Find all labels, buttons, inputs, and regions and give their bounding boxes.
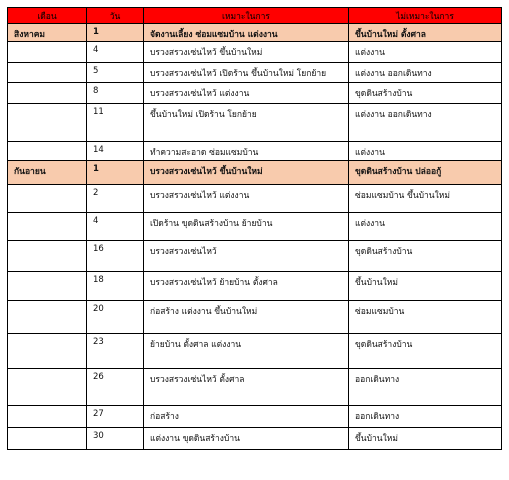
suitable-cell: บรวงสรวงเซ่นไหว้ เปิดร้าน ขึ้นบ้านใหม่ โยกย้าย <box>144 63 349 83</box>
month-cell <box>8 406 87 428</box>
table-row <box>8 42 502 63</box>
day-cell: 4 <box>87 213 144 241</box>
unsuitable-cell: ออกเดินทาง <box>349 406 502 428</box>
day-cell: 4 <box>87 42 144 63</box>
table-row <box>8 428 502 450</box>
suitable-cell: ก่อสร้าง แต่งงาน ขึ้นบ้านใหม่ <box>144 301 349 334</box>
day-cell: 18 <box>87 272 144 301</box>
day-cell: 23 <box>87 334 144 369</box>
table-row <box>8 83 502 104</box>
table-row <box>8 334 502 369</box>
month-cell <box>8 241 87 272</box>
day-cell: 20 <box>87 301 144 334</box>
table-row <box>8 63 502 83</box>
suitable-cell: ทำความสะอาด ซ่อมแซมบ้าน <box>144 142 349 161</box>
day-cell: 26 <box>87 369 144 406</box>
header-row <box>8 8 502 24</box>
day-cell: 16 <box>87 241 144 272</box>
unsuitable-cell: แต่งงาน <box>349 213 502 241</box>
table-row <box>8 272 502 301</box>
month-cell <box>8 185 87 213</box>
table-row <box>8 185 502 213</box>
unsuitable-cell: ขึ้นบ้านใหม่ <box>349 272 502 301</box>
day-cell: 8 <box>87 83 144 104</box>
day-cell: 11 <box>87 104 144 142</box>
day-cell: 14 <box>87 142 144 161</box>
day-cell: 30 <box>87 428 144 450</box>
header-day: วัน <box>87 8 144 24</box>
month-cell: สิงหาคม <box>8 24 87 42</box>
day-cell: 1 <box>87 24 144 42</box>
unsuitable-cell: ออกเดินทาง <box>349 369 502 406</box>
day-cell: 1 <box>87 161 144 185</box>
suitable-cell: บรวงสรวงเซ่นไหว้ ขึ้นบ้านใหม่ <box>144 42 349 63</box>
unsuitable-cell: แต่งงาน ออกเดินทาง <box>349 63 502 83</box>
suitable-cell: ก่อสร้าง <box>144 406 349 428</box>
unsuitable-cell: แต่งงาน ออกเดินทาง <box>349 104 502 142</box>
table-row <box>8 213 502 241</box>
unsuitable-cell: ขึ้นบ้านใหม่ ตั้งศาล <box>349 24 502 42</box>
table-row <box>8 161 502 185</box>
suitable-cell: บรวงสรวงเซ่นไหว้ แต่งงาน <box>144 185 349 213</box>
suitable-cell: บรวงสรวงเซ่นไหว้ แต่งงาน <box>144 83 349 104</box>
table-row <box>8 406 502 428</box>
month-cell: กันอายน <box>8 161 87 185</box>
unsuitable-cell: แต่งงาน <box>349 42 502 63</box>
day-cell: 27 <box>87 406 144 428</box>
unsuitable-cell: ขุดดินสร้างบ้าน <box>349 334 502 369</box>
table-row <box>8 142 502 161</box>
month-cell <box>8 369 87 406</box>
table-row <box>8 241 502 272</box>
month-cell <box>8 42 87 63</box>
month-cell <box>8 83 87 104</box>
unsuitable-cell: ขุดดินสร้างบ้าน ปล่ออกู้ <box>349 161 502 185</box>
month-cell <box>8 104 87 142</box>
suitable-cell: เปิดร้าน ขุดดินสร้างบ้าน ย้ายบ้าน <box>144 213 349 241</box>
month-cell <box>8 142 87 161</box>
suitable-cell: บรวงสรวงเซ่นไหว้ <box>144 241 349 272</box>
suitable-cell: แต่งงาน ขุดดินสร้างบ้าน <box>144 428 349 450</box>
suitable-cell: บรวงสรวงเซ่นไหว้ ย้ายบ้าน ตั้งศาล <box>144 272 349 301</box>
unsuitable-cell: แต่งงาน <box>349 142 502 161</box>
month-cell <box>8 63 87 83</box>
day-cell: 2 <box>87 185 144 213</box>
suitable-cell: ขึ้นบ้านใหม่ เปิดร้าน โยกย้าย <box>144 104 349 142</box>
suitable-cell: ย้ายบ้าน ตั้งศาล แต่งงาน <box>144 334 349 369</box>
table-row <box>8 24 502 42</box>
unsuitable-cell: ขุดดินสร้างบ้าน <box>349 241 502 272</box>
month-cell <box>8 213 87 241</box>
suitable-cell: บรวงสรวงเซ่นไหว้ ตั้งศาล <box>144 369 349 406</box>
header-unsuitable: ไม่เหมาะในการ <box>349 8 502 24</box>
table-row <box>8 301 502 334</box>
suitable-cell: จัดงานเลี้ยง ซ่อมแซมบ้าน แต่งงาน <box>144 24 349 42</box>
table-row <box>8 104 502 142</box>
unsuitable-cell: ซ่อมแซมบ้าน <box>349 301 502 334</box>
header-suitable: เหมาะในการ <box>144 8 349 24</box>
header-month: เดือน <box>8 8 87 24</box>
month-cell <box>8 301 87 334</box>
table-row <box>8 369 502 406</box>
month-cell <box>8 334 87 369</box>
auspicious-days-table <box>7 7 502 450</box>
month-cell <box>8 428 87 450</box>
unsuitable-cell: ขึ้นบ้านใหม่ <box>349 428 502 450</box>
unsuitable-cell: ซ่อมแซมบ้าน ขึ้นบ้านใหม่ <box>349 185 502 213</box>
unsuitable-cell: ขุดดินสร้างบ้าน <box>349 83 502 104</box>
day-cell: 5 <box>87 63 144 83</box>
month-cell <box>8 272 87 301</box>
suitable-cell: บรวงสรวงเซ่นไหว้ ขึ้นบ้านใหม่ <box>144 161 349 185</box>
